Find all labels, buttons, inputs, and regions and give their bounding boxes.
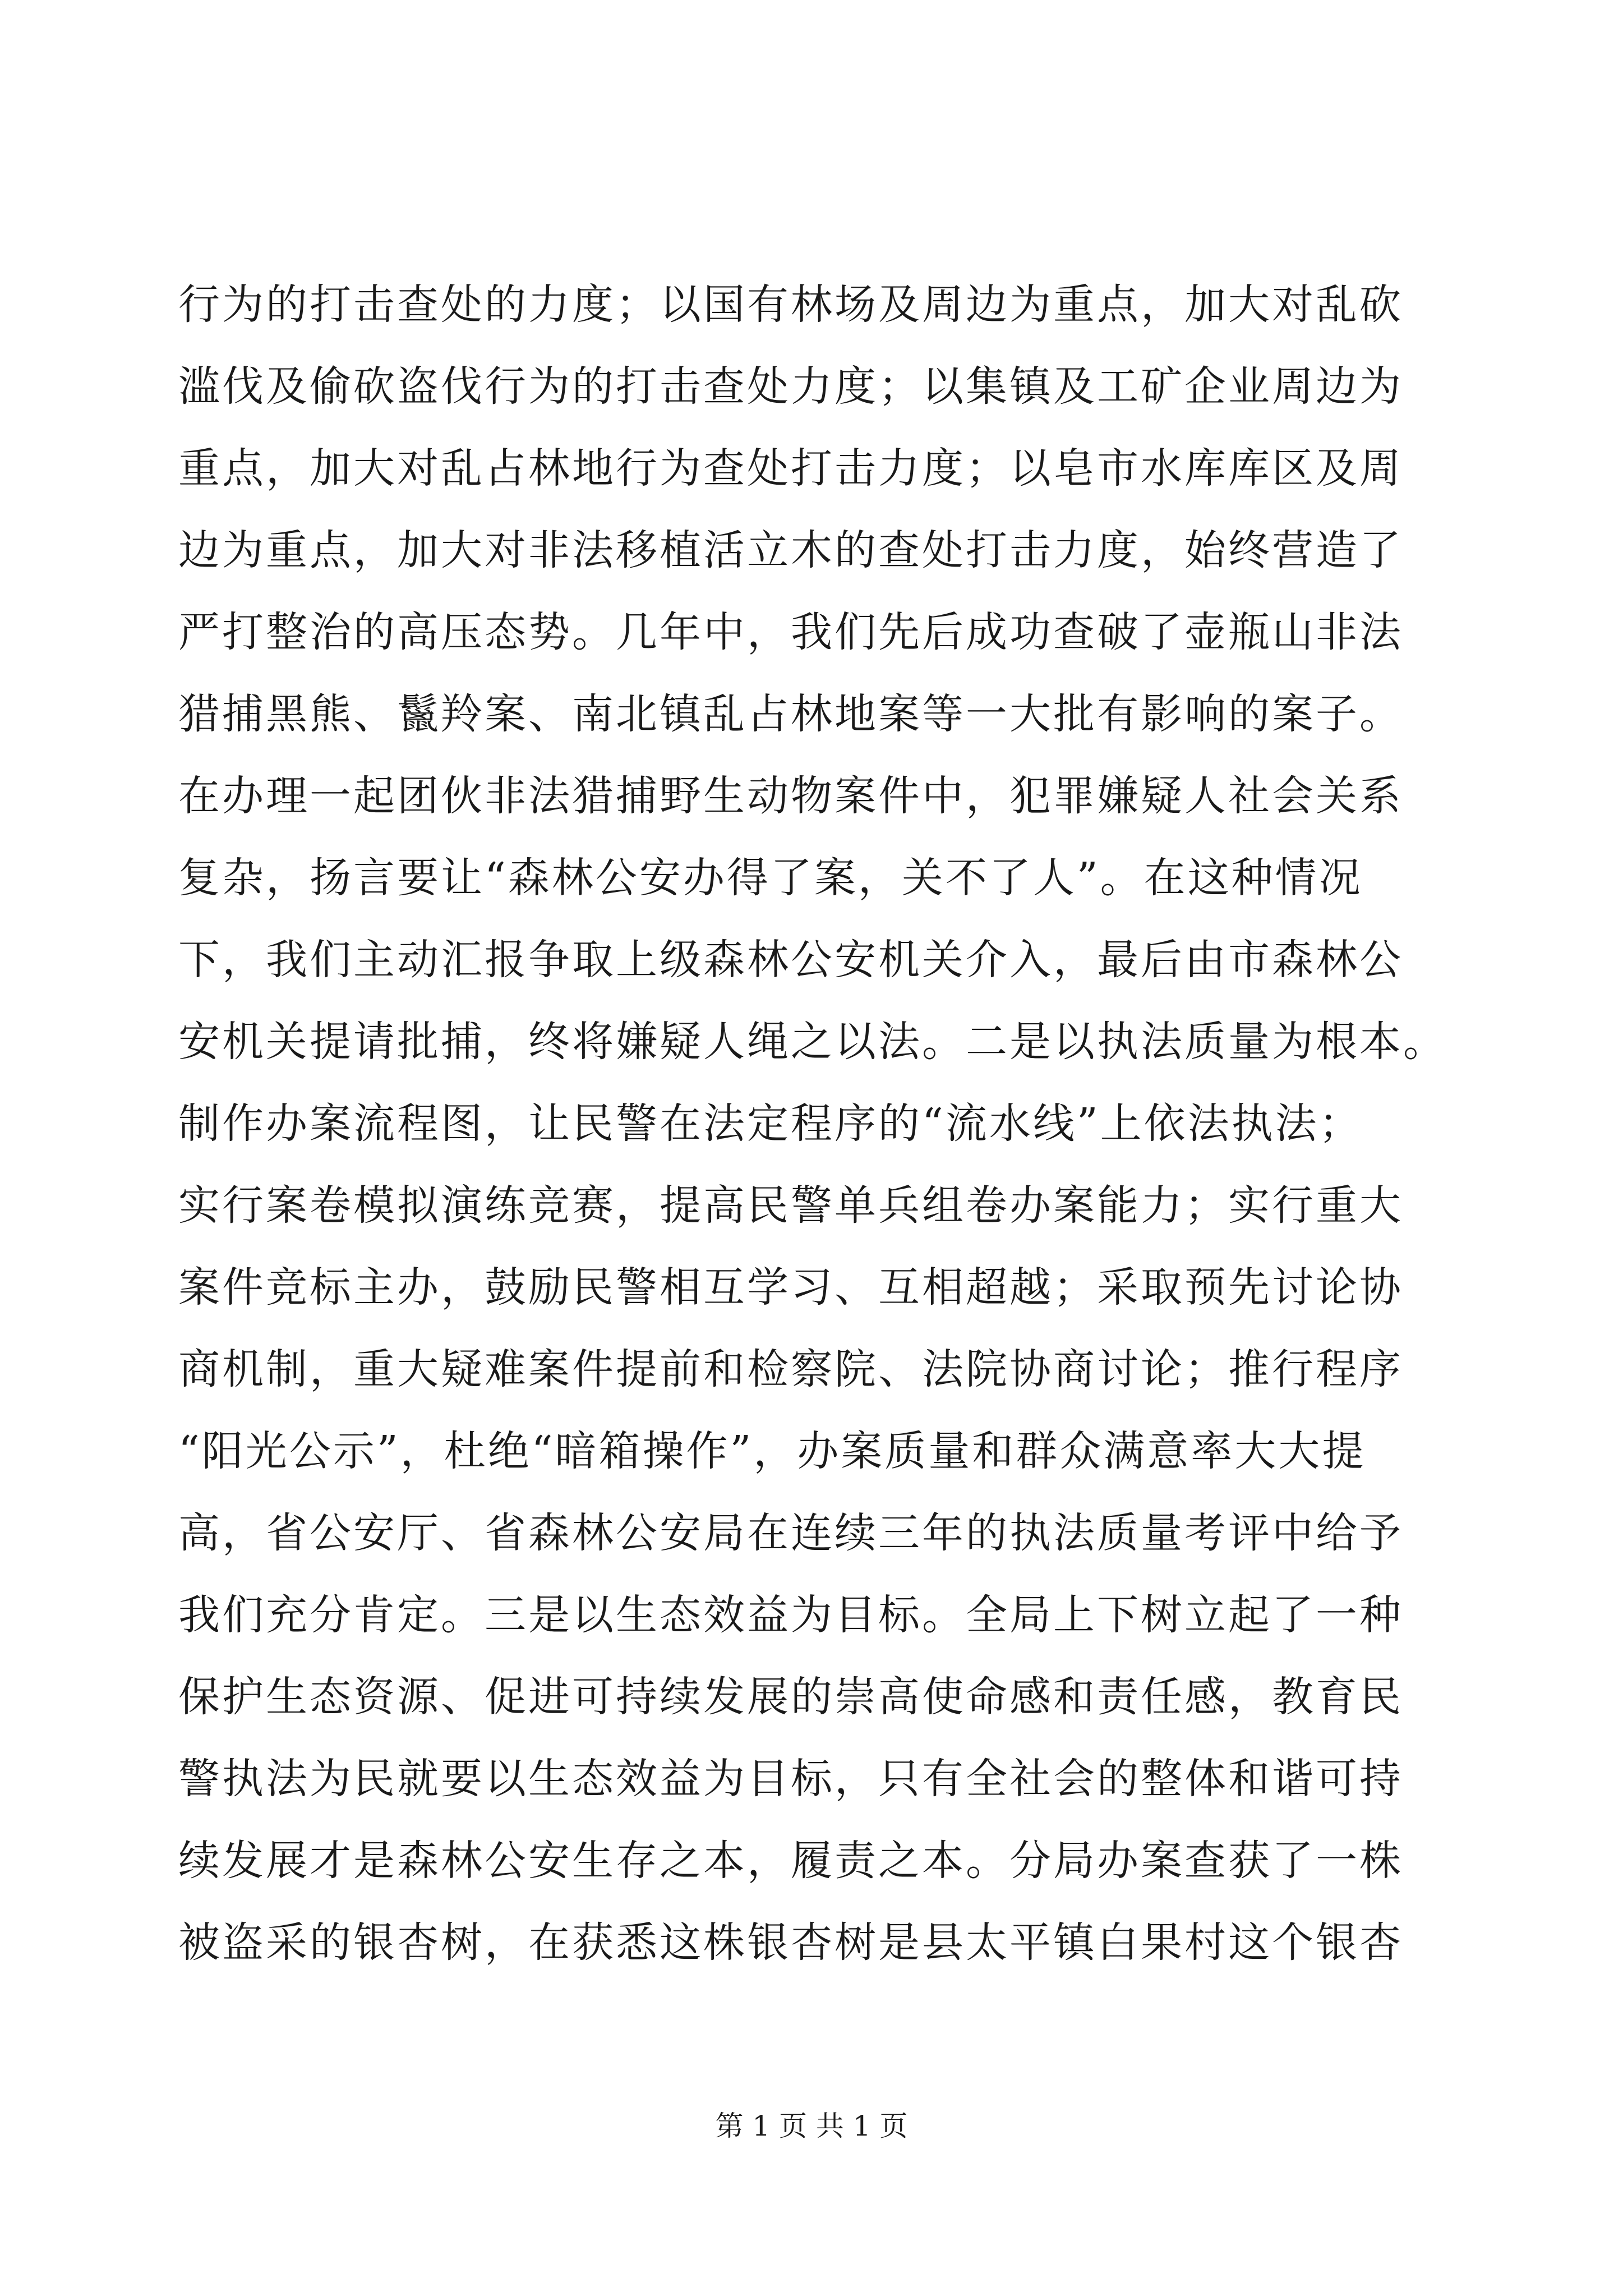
text-line: 滥伐及偷砍盗伐行为的打击查处力度；以集镇及工矿企业周边为 bbox=[178, 362, 1403, 411]
text-line: 猎捕黑熊、鬣羚案、南北镇乱占林地案等一大批有影响的案子。 bbox=[178, 690, 1403, 738]
text-line: 在办理一起团伙非法猎捕野生动物案件中，犯罪嫌疑人社会关系 bbox=[178, 772, 1403, 820]
page-number: 第 1 页 共 1 页 bbox=[715, 2110, 908, 2142]
text-line: 重点，加大对乱占林地行为查处打击力度；以皂市水库库区及周 bbox=[178, 444, 1403, 493]
text-line: 续发展才是森林公安生存之本，履责之本。分局办案查获了一株 bbox=[178, 1837, 1403, 1885]
text-line: 高，省公安厅、省森林公安局在连续三年的执法质量考评中给予 bbox=[178, 1509, 1403, 1557]
text-line: 安机关提请批捕，终将嫌疑人绳之以法。二是以执法质量为根本。 bbox=[178, 1018, 1447, 1066]
text-line: “阳光公示”，杜绝“暗箱操作”，办案质量和群众满意率大大提 bbox=[178, 1427, 1366, 1475]
text-line: 复杂，扬言要让“森林公安办得了案，关不了人”。在这种情况 bbox=[178, 854, 1363, 902]
text-line: 制作办案流程图，让民警在法定程序的“流水线”上依法执法； bbox=[178, 1099, 1363, 1148]
text-line: 我们充分肯定。三是以生态效益为目标。全局上下树立起了一种 bbox=[178, 1591, 1403, 1639]
text-line: 被盗采的银杏树，在获悉这株银杏树是县太平镇白果村这个银杏 bbox=[178, 1918, 1403, 1967]
text-line: 边为重点，加大对非法移植活立木的查处打击力度，始终营造了 bbox=[178, 526, 1403, 574]
text-line: 实行案卷模拟演练竞赛，提高民警单兵组卷办案能力；实行重大 bbox=[178, 1181, 1403, 1230]
text-line: 警执法为民就要以生态效益为目标，只有全社会的整体和谐可持 bbox=[178, 1755, 1403, 1803]
text-line: 案件竞标主办，鼓励民警相互学习、互相超越；采取预先讨论协 bbox=[178, 1263, 1403, 1312]
page-footer bbox=[0, 2106, 1623, 2146]
text-line: 下，我们主动汇报争取上级森林公安机关介入，最后由市森林公 bbox=[178, 936, 1403, 984]
body-text bbox=[178, 264, 1446, 1984]
text-line: 商机制，重大疑难案件提前和检察院、法院协商讨论；推行程序 bbox=[178, 1345, 1403, 1393]
text-line: 严打整治的高压态势。几年中，我们先后成功查破了壶瓶山非法 bbox=[178, 608, 1403, 656]
text-line: 行为的打击查处的力度；以国有林场及周边为重点，加大对乱砍 bbox=[178, 280, 1403, 329]
text-line: 保护生态资源、促进可持续发展的崇高使命感和责任感，教育民 bbox=[178, 1673, 1403, 1721]
